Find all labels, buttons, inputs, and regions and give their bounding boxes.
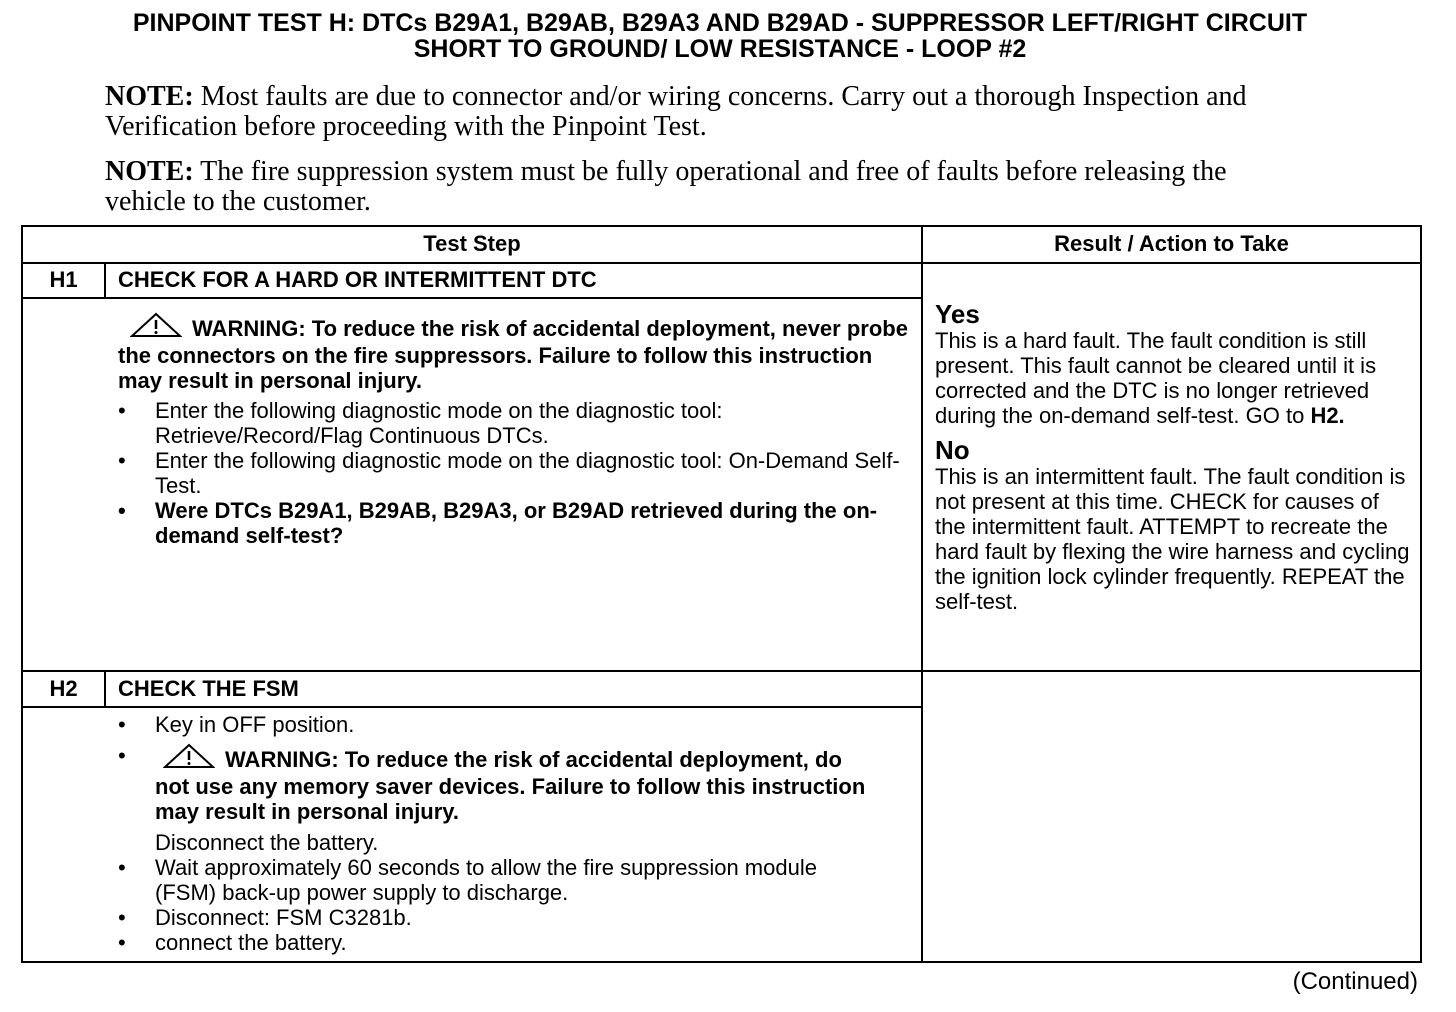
note-fire-suppression <box>105 157 1285 217</box>
note-label: NOTE: <box>105 81 194 112</box>
note-connector-concerns <box>105 82 1285 142</box>
h2-title-divider <box>23 706 922 708</box>
result-yes-text: This is a hard fault. The fault condition is still present. This fault cannot be cleared until it is corrected and the DTC is no longer retrieved during the on-demand self-test. GO to H2. <box>935 328 1377 428</box>
pinpoint-test-table <box>21 225 1422 963</box>
step-body-h1 <box>118 312 908 548</box>
h1-h2-divider <box>23 670 1420 672</box>
header-result-action: Result / Action to Take <box>1054 231 1289 256</box>
result-yes-label: Yes <box>935 299 980 329</box>
step-id-h2: H2 <box>49 676 78 701</box>
goto-h2-link[interactable]: H2. <box>1310 403 1345 428</box>
note-text: The fire suppression system must be fully operational and free of faults before releasing the vehicle to the customer. <box>105 156 1227 217</box>
list-item: • Wait approximately 60 seconds to allow the fire suppression module (FSM) back-up power supply to discharge. <box>118 855 878 905</box>
h1-id-divider <box>104 262 106 298</box>
continued-label: (Continued) <box>1292 968 1418 995</box>
result-cell-h1 <box>935 300 1415 614</box>
result-no-text: This is an intermittent fault. The fault condition is not present at this time. CHECK for causes of the intermittent fault. ATTEMPT to recreate the hard fault by flexing the wire harness and cycling the ignition lock cylinder frequently. REPEAT the self-test. <box>935 464 1410 614</box>
warning-triangle-icon <box>163 743 215 774</box>
warning-text: WARNING: To reduce the risk of accidental deployment, do not use any memory saver devices. Failure to follow this instruction may result in personal injury. <box>155 747 866 824</box>
step-title-h1: CHECK FOR A HARD OR INTERMITTENT DTC <box>118 267 597 292</box>
header-test-step: Test Step <box>423 231 521 256</box>
warning-text: WARNING: To reduce the risk of accidental deployment, never probe the connectors on the fire suppressors. Failure to follow this instruction may result in personal injury. <box>118 316 908 393</box>
after-warning-text: Disconnect the battery. <box>155 830 379 855</box>
result-no-label: No <box>935 435 970 465</box>
note-text: Most faults are due to connector and/or wiring concerns. Carry out a thorough Inspection and Verification before proceeding with the Pinpoint Test. <box>105 81 1247 142</box>
title-line-1: PINPOINT TEST H: DTCs B29A1, B29AB, B29A3 AND B29AD - SUPPRESSOR LEFT/RIGHT CIRCUIT <box>132 9 1308 37</box>
list-item: • connect the battery. <box>118 930 878 955</box>
h1-title-divider <box>23 297 922 299</box>
list-item: • Were DTCs B29A1, B29AB, B29A3, or B29AD retrieved during the on-demand self-test? <box>118 498 908 548</box>
title-line-2: SHORT TO GROUND/ LOW RESISTANCE - LOOP #2 <box>413 35 1027 63</box>
page-title <box>30 10 1410 62</box>
list-item: • Enter the following diagnostic mode on the diagnostic tool: Retrieve/Record/Flag Continuous DTCs. <box>118 398 908 448</box>
list-item: • Enter the following diagnostic mode on the diagnostic tool: On-Demand Self-Test. <box>118 448 908 498</box>
warning-block <box>118 312 908 393</box>
column-divider <box>921 227 923 961</box>
warning-triangle-icon <box>130 312 182 343</box>
list-item: • Key in OFF position. <box>118 712 878 737</box>
note-label: NOTE: <box>105 156 194 187</box>
step-title-h2: CHECK THE FSM <box>118 676 299 701</box>
step-bullets <box>118 398 908 548</box>
step-body-h2 <box>118 712 878 955</box>
h2-id-divider <box>104 670 106 707</box>
list-item: • Disconnect: FSM C3281b. <box>118 905 878 930</box>
step-id-h1: H1 <box>49 267 78 292</box>
list-item-warning <box>118 743 878 855</box>
header-divider <box>23 262 1420 264</box>
step-bullets <box>118 712 878 955</box>
